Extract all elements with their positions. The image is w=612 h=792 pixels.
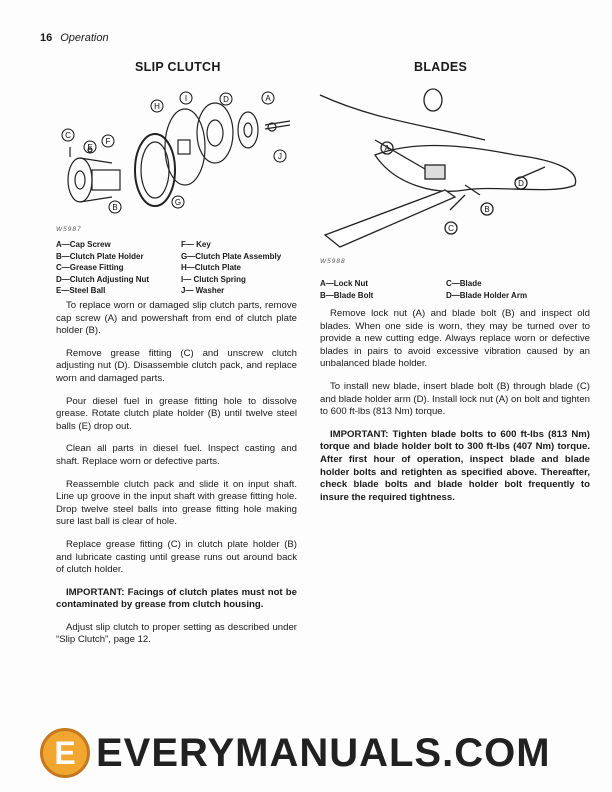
paragraph: Remove grease fitting (C) and unscrew clutch adjusting nut (D). Disassemble clutch pack, and replace worn and damaged parts. [56,347,297,384]
section-name: Operation [60,32,109,44]
label-j: J [278,152,282,161]
paragraph: To replace worn or damaged slip clutch parts, remove cap screw (A) and powershaft from end of clutch plate holder (B). [56,300,297,337]
label-g: G [174,198,182,207]
legend-item: C—Blade [446,279,482,288]
blades-text [320,308,590,514]
slip-clutch-title: SLIP CLUTCH [135,60,221,74]
legend-item: A—Lock Nut [320,279,368,288]
figure-code-left: W5987 [56,226,82,233]
label-c: C [448,224,454,233]
legend-item: D—Blade Holder Arm [446,290,528,300]
page-number: 16 [40,32,53,44]
page-header [40,32,109,44]
label-i: I [184,94,188,103]
blades-title: BLADES [414,60,468,74]
label-d: D [223,95,229,104]
legend-right-b [446,278,527,301]
legend-item: C—Grease Fitting [56,263,124,272]
label-a: A [384,144,390,153]
watermark-logo [40,728,90,778]
label-h: H [154,102,160,111]
legend-item: F— Key [181,240,211,249]
legend-item: E—Steel Ball [56,286,106,295]
label-c: C [65,131,71,140]
logo-letter: E [54,734,76,771]
slip-clutch-diagram [50,85,300,223]
figure-code-right: W5988 [320,258,346,265]
important-note: IMPORTANT: Facings of clutch plates must not be contaminated by grease from clutch housing. [56,586,297,611]
legend-item: B—Clutch Plate Holder [56,251,144,261]
legend-item: H—Clutch Plate [181,263,242,272]
paragraph: To install new blade, insert blade bolt (B) through blade (C) and blade holder arm (D). Install lock nut (A) on bolt and tighten to 600 ft-lbs (813 Nm) torque. [320,380,590,418]
legend-left-b [181,239,281,297]
watermark [40,728,551,778]
legend-item: A—Cap Screw [56,240,111,249]
watermark-text: EVERYMANUALS.COM [96,731,551,775]
slip-clutch-text [56,300,297,657]
legend-item: I— Clutch Spring [181,274,246,284]
legend-item: G—Clutch Plate Assembly [181,251,282,261]
label-f: F [105,137,111,146]
legend-right-a [320,278,373,301]
important-note: IMPORTANT: Tighten blade bolts to 600 ft-lbs (813 Nm) torque and blade holder bolt to 300 ft-lbs (407 Nm) torque. After first hour of operation, inspect blade and blade holder bolts and retighten as specified above. Thereafter, check blade bolts and blade holder bolt frequently to insure the required tightness. [320,428,590,503]
blades-diagram [315,85,600,255]
legend-item: D—Clutch Adjusting Nut [56,274,150,284]
paragraph: Pour diesel fuel in grease fitting hole to dissolve grease. Rotate clutch plate holder (B) until twelve steel balls (E) drop out. [56,395,297,432]
legend-item: B—Blade Bolt [320,290,374,300]
paragraph: Reassemble clutch pack and slide it on input shaft. Line up groove in the input shaft with grease fitting hole. Drop twelve steel balls into grease fitting hole making sure last ball is clear of hole. [56,478,297,528]
paragraph: Clean all parts in diesel fuel. Inspect casting and shaft. Replace worn or defective parts. [56,443,297,467]
label-e: E [87,143,93,152]
paragraph: Remove lock nut (A) and blade bolt (B) and inspect old blades. When one side is worn, they may be turned over to provide a new cutting edge. Always replace worn or defective blades in pairs to avoid excessive vibration caused by an unbalanced blade holder. [320,308,590,370]
legend-item: J— Washer [181,286,225,295]
paragraph: Replace grease fitting (C) in clutch plate holder (B) and lubricate casting until grease runs out around back of clutch holder. [56,538,297,576]
label-d: D [518,179,524,188]
paragraph: Adjust slip clutch to proper setting as described under “Slip Clutch”, page 12. [56,621,297,646]
label-a: A [265,94,271,103]
legend-left-a [56,239,149,297]
label-b: B [112,203,118,212]
label-b: B [484,205,490,214]
